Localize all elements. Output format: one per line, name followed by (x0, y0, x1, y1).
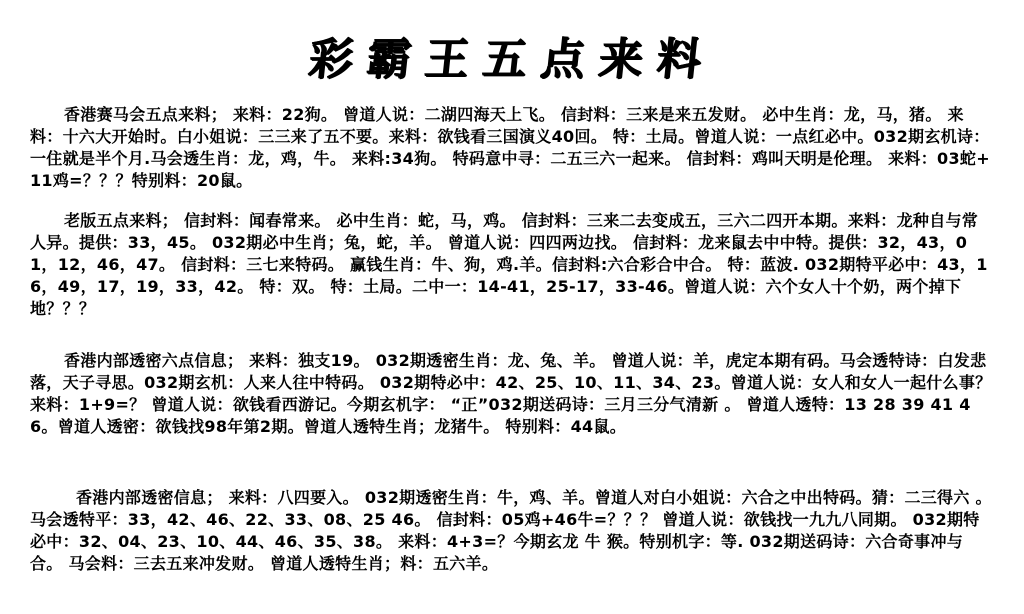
paragraph-hk-internal-six-point (30, 350, 998, 438)
paragraph-hk-jockey-five-point (30, 104, 994, 192)
paragraph-text: 老版五点来料； 信封料：闻春常来。 必中生肖：蛇，马，鸡。 信封料：三来二去变成五，三六二四开本期。来料：龙种自与常人异。提供：33，45。 032期必中生肖；兔，蛇，羊。 曾道人说：四四两边找。 信封料：龙来鼠去中中特。提供：32，43，01，12，46，47。 信封料：三七来特码。 赢钱生肖：牛、狗，鸡.羊。信封料:六合彩合中合。 特：蓝波. 032期特平必中：43，16，49，17，19，33，42。 特：双。 特：土局。二中一：14-41，25-17，33-46。曾道人说：六个女人十个奶，两个掉下地？？？ (30, 211, 988, 318)
page-title: 彩霸王五点来料 (306, 34, 718, 85)
paragraph-text: 香港内部透密信息； 来料：八四要入。 032期透密生肖：牛，鸡、羊。曾道人对白小姐说：六合之中出特码。猜：二三得六 。 马会透特平：33，42、46、22、33、08、25 46。 信封料：05鸡+46牛=？？？ 曾道人说：欲钱找一九九八同期。 032期特必中：32、04、23、10、44、46、35、38。 来料：4+3=？今期玄龙 牛 猴。特别机字：等. 032期送码诗：六合奇事冲与合。 马会料：三去五来冲发财。 曾道人透特生肖；料：五六羊。 (30, 488, 998, 573)
paragraph-hk-internal-info (30, 487, 998, 575)
paragraph-text: 香港内部透密六点信息； 来料：独支19。 032期透密生肖：龙、兔、羊。 曾道人说：羊，虎定本期有码。马会透特诗：白发悲落，天子寻思。032期玄机：人来人往中特码。 032期特必中：42、25、10、11、34、23。曾道人说：女人和女人一起什么事？ 来料：1+9=？ 曾道人说：欲钱看西游记。今期玄机字： “正”032期送码诗：三月三分气清新 。 曾道人透特：13 28 39 41 46。曾道人透密：欲钱找98年第2期。曾道人透特生肖；龙猪牛。 特别料：44鼠。 (30, 351, 998, 436)
paragraph-text: 香港赛马会五点来料； 来料：22狗。 曾道人说：二湖四海天上飞。 信封料：三来是来五发财。 必中生肖：龙，马，猪。 来料：十六大开始时。白小姐说：三三来了五不要。来料：欲钱看三国演义40回。 特：土局。曾道人说：一点红必中。032期玄机诗：一住就是半个月.马会透生肖：龙，鸡，牛。 来料:34狗。 特码意中寻：二五三六一起来。 信封料：鸡叫天明是伦理。 来料：03蛇+11鸡=？？？特别料：20鼠。 (30, 105, 990, 190)
paragraph-old-version-five-point (30, 210, 994, 320)
